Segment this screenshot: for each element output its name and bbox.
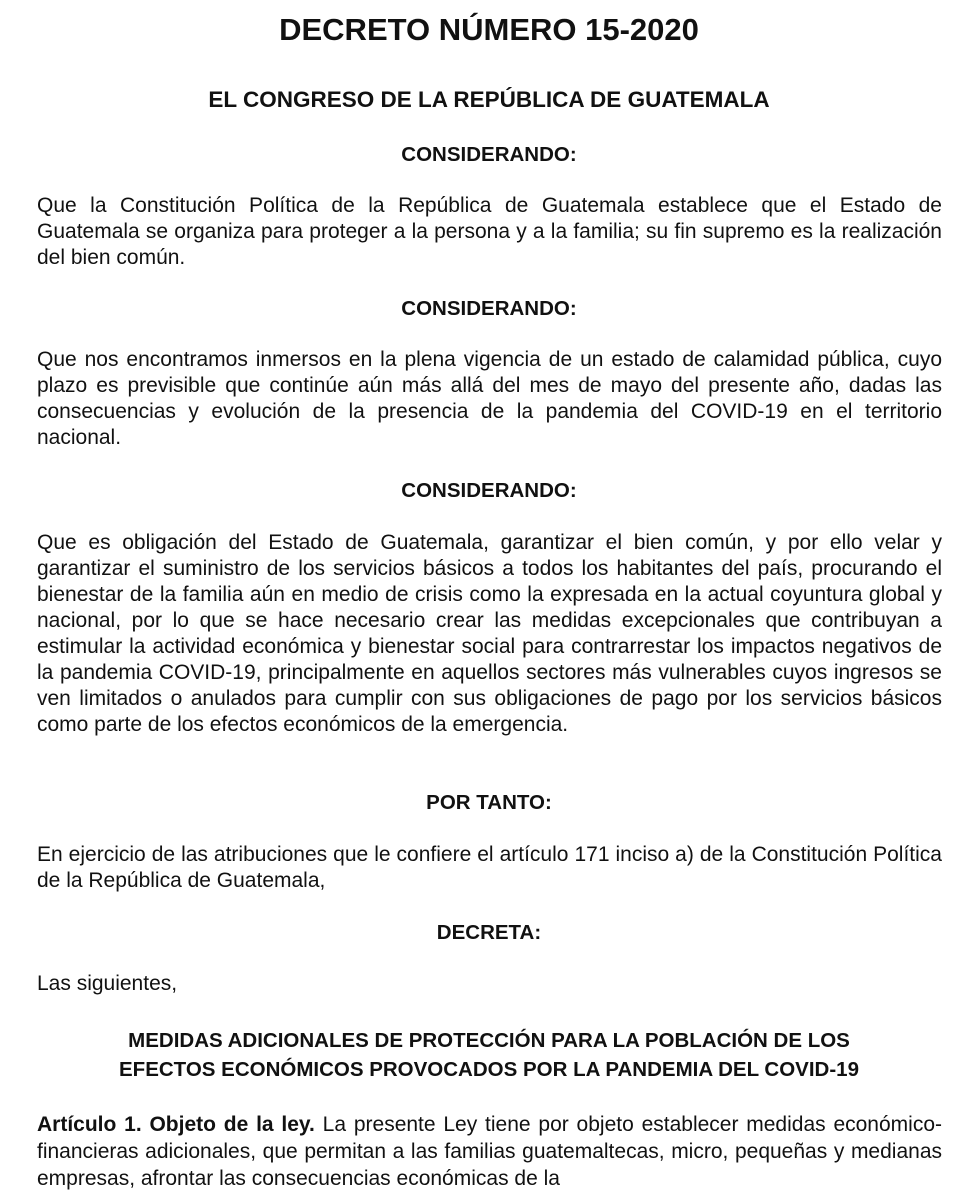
issuing-body: EL CONGRESO DE LA REPÚBLICA DE GUATEMALA (208, 87, 770, 112)
article-1-label: Artículo 1. Objeto de la ley. (37, 1113, 315, 1136)
article-1 (37, 1111, 942, 1192)
law-title-line-1: MEDIDAS ADICIONALES DE PROTECCIÓN PARA LA POBLACIÓN DE LOS (128, 1029, 850, 1052)
law-title (0, 1026, 968, 1084)
considerando-heading-2: CONSIDERANDO: (401, 297, 577, 320)
decreta-paragraph: Las siguientes, (37, 972, 178, 995)
law-title-line-2: EFECTOS ECONÓMICOS PROVOCADOS POR LA PANDEMIA DEL COVID-19 (119, 1058, 859, 1081)
decreta-heading: DECRETA: (436, 921, 542, 944)
considerando-heading-3: CONSIDERANDO: (401, 479, 577, 502)
considerando-heading-1: CONSIDERANDO: (401, 143, 577, 166)
considerando-paragraph-1: Que la Constitución Política de la República de Guatemala establece que el Estado de Guatemala se organiza para proteger a la persona y a la familia; su fin supremo es la realización del bien común. (37, 194, 942, 269)
por-tanto-paragraph: En ejercicio de las atribuciones que le confiere el artículo 171 inciso a) de la Constitución Política de la República de Guatemala, (37, 843, 942, 892)
considerando-paragraph-2: Que nos encontramos inmersos en la plena vigencia de un estado de calamidad pública, cuyo plazo es previsible que continúe aún más allá del mes de mayo del presente año, dadas las consecuencias y evolución de la presencia de la pandemia del COVID-19 en el territorio nacional. (37, 348, 942, 449)
article-1-text: La presente Ley tiene por objeto establecer medidas económico-financieras adicionales, que permitan a las familias guatemaltecas, micro, pequeñas y medianas empresas, afrontar las consecuencias económicas de la (37, 1113, 942, 1190)
considerando-paragraph-3: Que es obligación del Estado de Guatemala, garantizar el bien común, y por ello velar y garantizar el suministro de los servicios básicos a todos los habitantes del país, procurando el bienestar de la familia aún en medio de crisis como la expresada en la actual coyuntura global y nacional, por lo que se hace necesario crear las medidas excepcionales que contribuyan a estimular la actividad económica y bienestar social para contrarrestar los impactos negativos de la pandemia COVID-19, principalmente en aquellos sectores más vulnerables cuyos ingresos se ven limitados o anulados para cumplir con sus obligaciones de pago por los servicios básicos como parte de los efectos económicos de la emergencia. (37, 531, 942, 736)
decree-title: DECRETO NÚMERO 15-2020 (279, 12, 699, 47)
por-tanto-heading: POR TANTO: (426, 791, 552, 814)
